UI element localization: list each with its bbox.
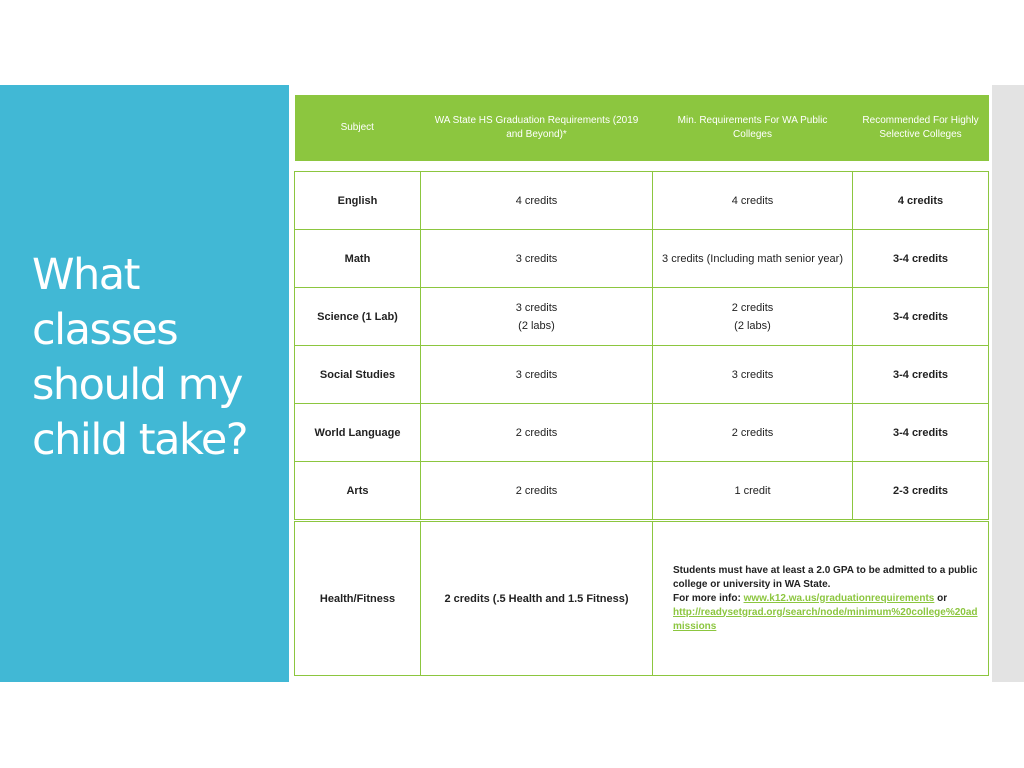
- recommended-cell: 3-4 credits: [853, 288, 989, 346]
- min-requirement-cell-line: 3 credits (Including math senior year): [662, 252, 843, 265]
- hs-requirement-cell: [421, 346, 653, 404]
- readysetgrad-link[interactable]: http://readysetgrad.org/search/node/minimum%20college%20admissions: [673, 606, 978, 632]
- min-requirement-cell: [653, 404, 853, 462]
- requirements-table: [294, 95, 989, 676]
- hs-requirement-cell-line: 2 credits: [515, 426, 558, 439]
- hs-requirement-cell: [421, 462, 653, 521]
- min-requirement-cell: [653, 230, 853, 288]
- hs-requirement-cell-line: 3 credits: [515, 368, 558, 381]
- header-spacer: [295, 161, 989, 172]
- table-header-row: [295, 95, 989, 161]
- header-recommended: Recommended For Highly Selective Colleges: [853, 95, 989, 161]
- min-requirement-cell-line: 3 credits: [731, 368, 774, 381]
- min-requirement-cell: [653, 462, 853, 521]
- table-row-health: [295, 521, 989, 676]
- min-requirement-cell-line: 2 credits: [731, 426, 774, 439]
- slide-title: What classes should my child take?: [32, 250, 248, 465]
- recommended-cell: 3-4 credits: [853, 230, 989, 288]
- header-hs-requirements: WA State HS Graduation Requirements (2019 and Beyond)*: [421, 95, 653, 161]
- min-requirement-cell: [653, 172, 853, 230]
- recommended-cell: 2-3 credits: [853, 462, 989, 521]
- hs-requirement-cell-line: 2 credits: [515, 484, 558, 497]
- more-info-label: For more info:: [673, 592, 744, 604]
- hs-requirement-cell-line: 4 credits: [515, 194, 558, 207]
- hs-requirement-cell-line: 3 credits: [515, 301, 558, 314]
- hs-requirement-cell: [421, 172, 653, 230]
- min-requirement-cell-line: 2 credits: [731, 301, 774, 314]
- or-text: or: [934, 592, 948, 604]
- table-row: [295, 288, 989, 346]
- min-requirement-cell: [653, 288, 853, 346]
- graduation-requirements-link[interactable]: www.k12.wa.us/graduationrequirements: [743, 592, 935, 604]
- right-edge-strip: [992, 85, 1024, 682]
- min-requirement-cell-line: 1 credit: [734, 484, 771, 497]
- hs-requirement-cell-line: 3 credits: [515, 252, 558, 265]
- subject-cell: Math: [295, 230, 421, 288]
- hs-requirement-cell: [421, 288, 653, 346]
- subject-cell: Health/Fitness: [295, 521, 421, 676]
- admission-note: [653, 521, 989, 676]
- hs-requirement-cell: [421, 230, 653, 288]
- recommended-cell: 3-4 credits: [853, 404, 989, 462]
- table-row: [295, 346, 989, 404]
- subject-cell: Science (1 Lab): [295, 288, 421, 346]
- hs-requirement-cell: [421, 404, 653, 462]
- header-min-requirements: Min. Requirements For WA Public Colleges: [653, 95, 853, 161]
- hs-requirement-cell-line: (2 labs): [518, 319, 555, 332]
- table-row: [295, 172, 989, 230]
- header-subject: Subject: [295, 95, 421, 161]
- subject-cell: English: [295, 172, 421, 230]
- subject-cell: Arts: [295, 462, 421, 521]
- subject-cell: Social Studies: [295, 346, 421, 404]
- table-row: [295, 230, 989, 288]
- min-requirement-cell-line: (2 labs): [734, 319, 771, 332]
- min-requirement-cell-line: 4 credits: [731, 194, 774, 207]
- recommended-cell: 4 credits: [853, 172, 989, 230]
- hs-requirement-cell: 2 credits (.5 Health and 1.5 Fitness): [421, 521, 653, 676]
- min-requirement-cell: [653, 346, 853, 404]
- table-row: [295, 462, 989, 521]
- subject-cell: World Language: [295, 404, 421, 462]
- recommended-cell: 3-4 credits: [853, 346, 989, 404]
- table-row: [295, 404, 989, 462]
- gpa-note-text: Students must have at least a 2.0 GPA to be admitted to a public college or university in WA State.: [673, 564, 978, 590]
